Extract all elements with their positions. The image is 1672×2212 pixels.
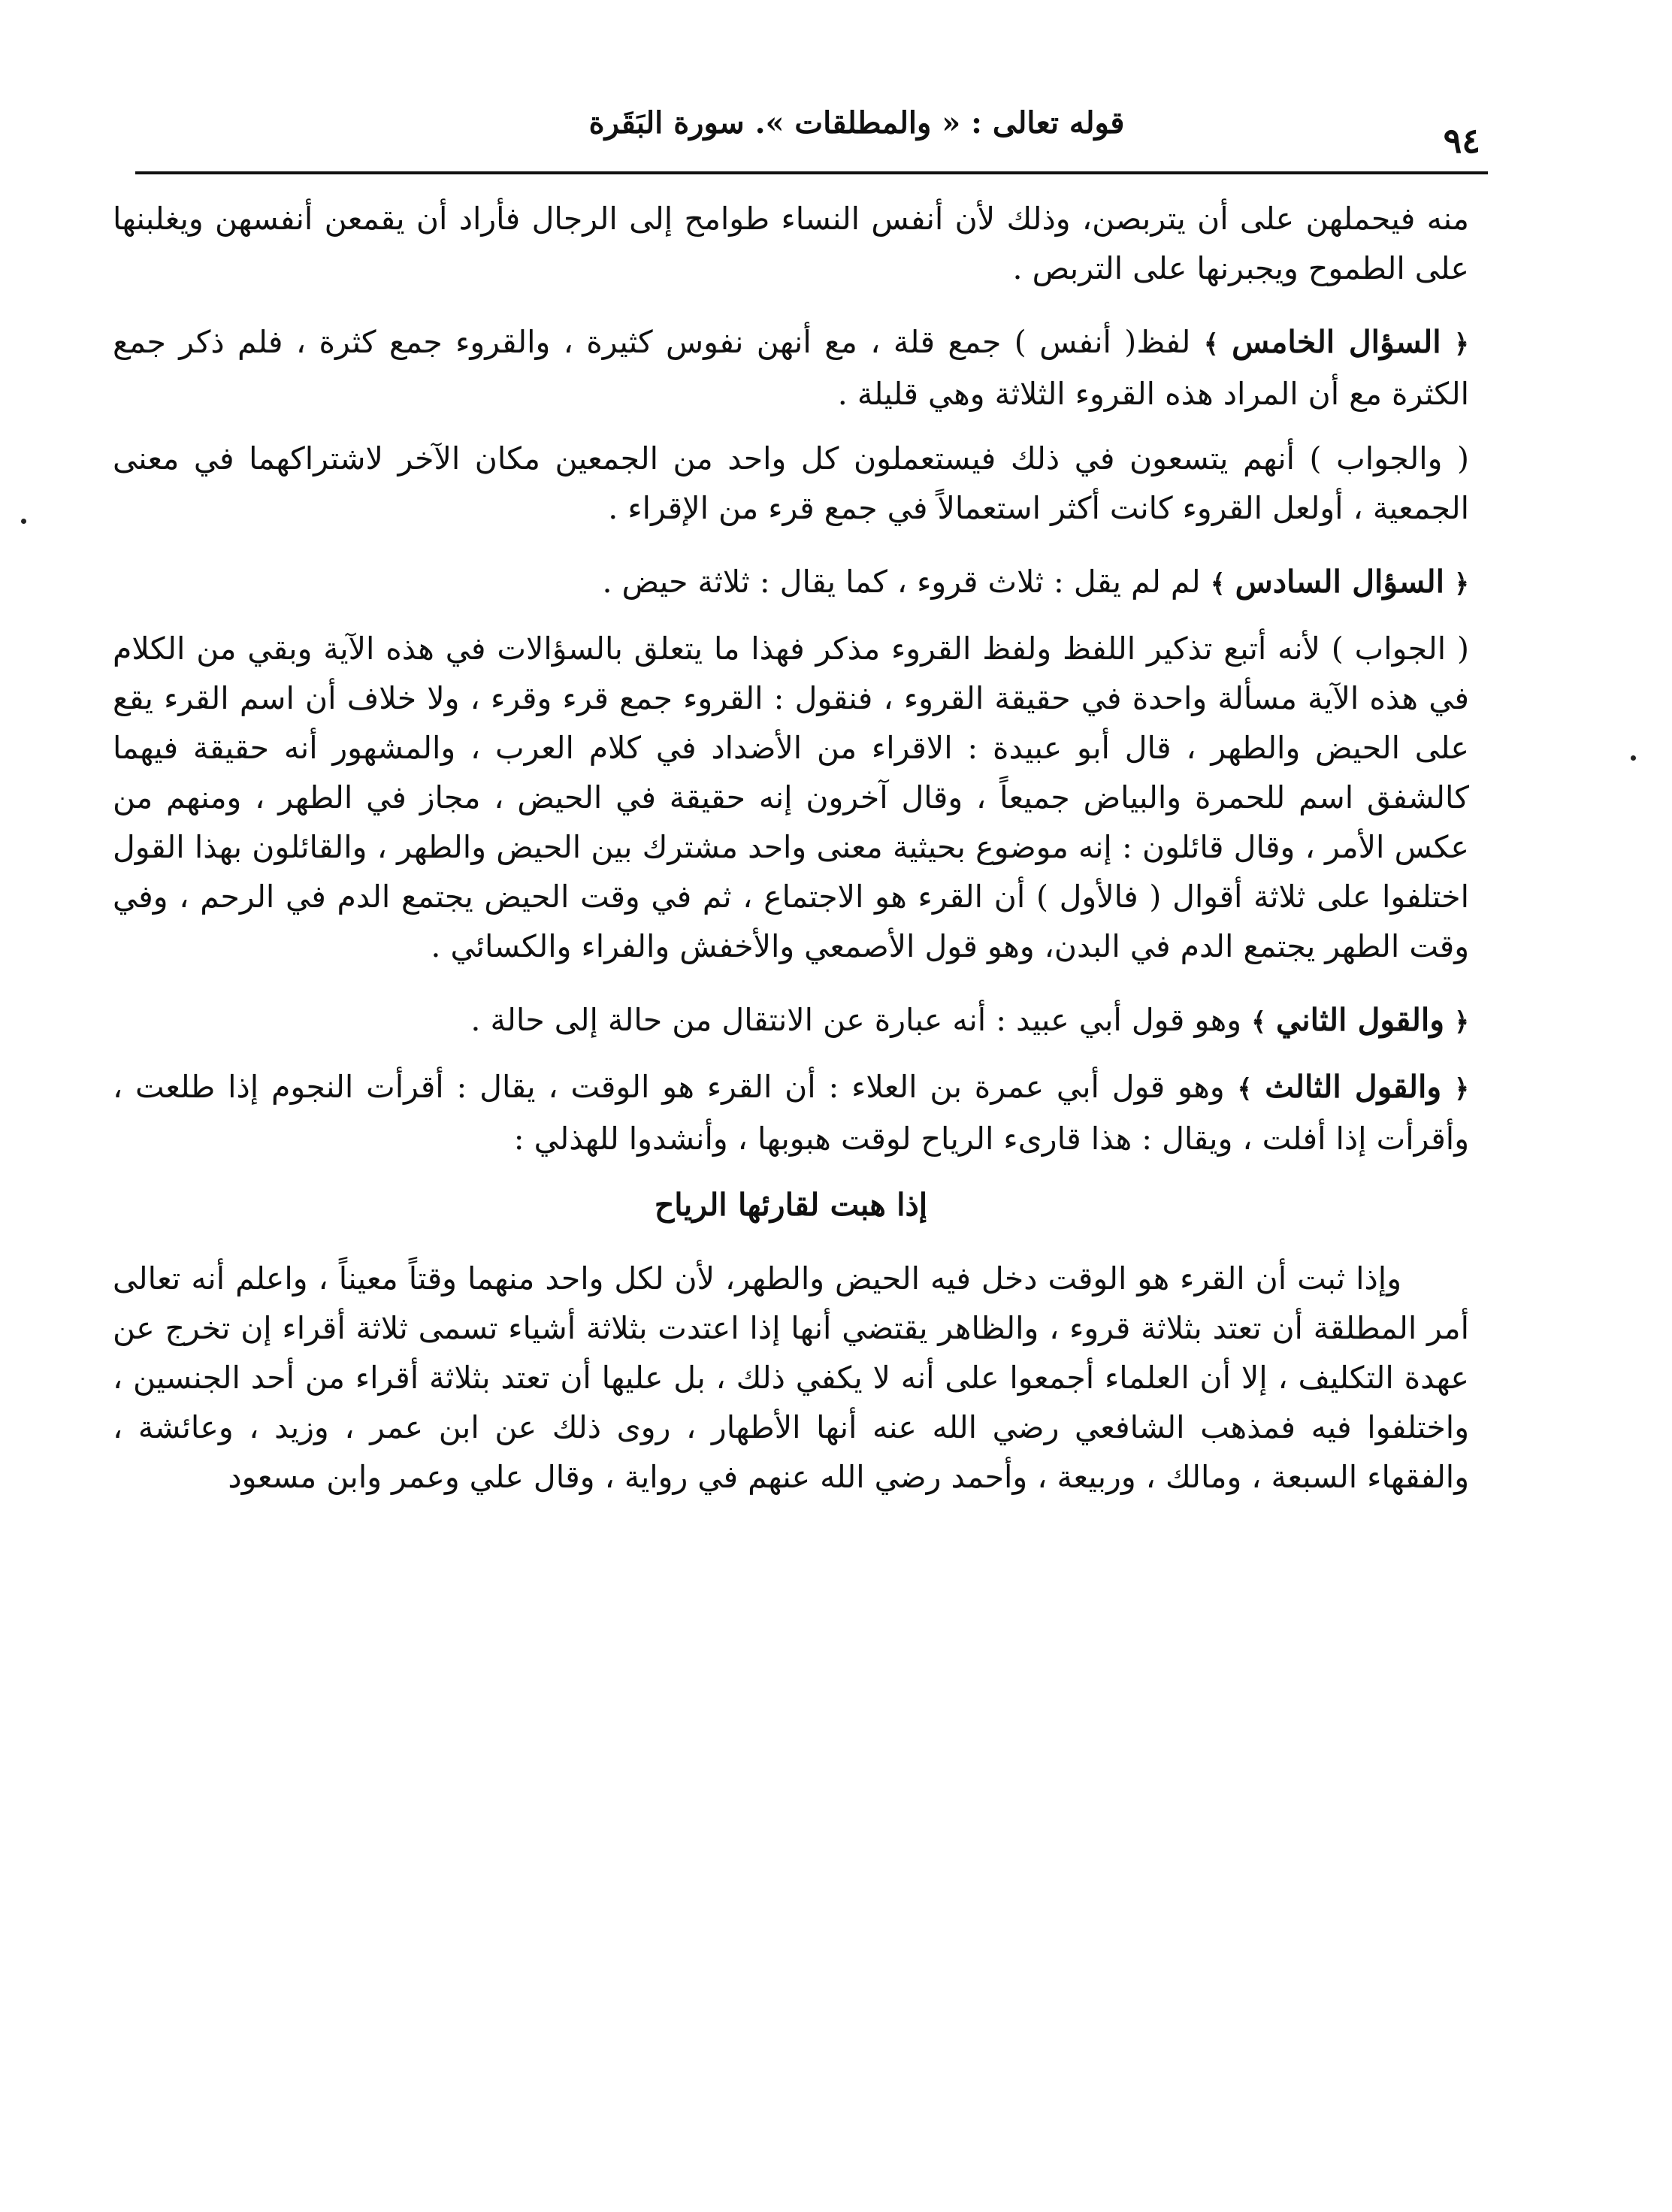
question-six (113, 557, 1469, 609)
question-six-text: لم لم يقل : ثلاث قروء ، كما يقال : ثلاثة حيض . (602, 564, 1201, 600)
page-number: ٩٤ (1443, 120, 1480, 161)
ornament-close: ﴾ (1210, 569, 1226, 599)
page-header (135, 98, 1488, 173)
third-opinion-text: وهو قول أبي عمرة بن العلاء : أن القرء هو الوقت ، يقال : أقرأت النجوم إذا طلعت ، وأقرأت إذا أفلت ، ويقال : هذا قارىء الرياح لوقت هبوبها ، وأنشدوا للهذلي : (113, 1069, 1469, 1157)
ornament-close: ﴾ (1237, 1074, 1253, 1104)
paragraph-1: منه فيحملهن على أن يتربصن، وذلك لأن أنفس النساء طوامح إلى الرجال فأراد أن يقمعن أنفسهن ويغلبنها على الطموح ويجبرنها على التربص . (113, 201, 1469, 286)
second-opinion-label: والقول الثاني (1276, 1002, 1445, 1038)
ornament-close: ﴾ (1203, 329, 1219, 359)
question-five (113, 317, 1469, 419)
question-five-label: السؤال الخامس (1232, 324, 1441, 360)
poetry-verse: إذا هبت لقارئها الرياح (654, 1187, 928, 1223)
ornament-close: ﴾ (1251, 1007, 1266, 1037)
answer-five: ( والجواب ) أنهم يتسعون في ذلك فيستعملون كل واحد من الجمعين مكان الآخر لاشتراكهما في معنى الجمعية ، أولعل القروء كانت أكثر استعمالاً في جمع قرء من الإقراء . (113, 440, 1469, 526)
ornament-open: ﴿ (1454, 569, 1469, 599)
running-head-title: قوله تعالى : « والمطلقات ». سورة البَقَرة (588, 105, 1125, 141)
third-opinion-label: والقول الثالث (1265, 1069, 1442, 1105)
margin-dot (21, 519, 26, 524)
ornament-open: ﴿ (1454, 1074, 1469, 1104)
ornament-open: ﴿ (1454, 1007, 1469, 1037)
question-five-text: لفظ( أنفس ) جمع قلة ، مع أنهن نفوس كثيرة ، والقروء جمع كثرة ، فلم ذكر جمع الكثرة مع أن المراد هذه القروء الثلاثة وهي قليلة . (113, 324, 1469, 412)
body-text (113, 194, 1469, 1526)
ornament-open: ﴿ (1454, 329, 1469, 359)
paragraph-final: وإذا ثبت أن القرء هو الوقت دخل فيه الحيض والطهر، لأن لكل واحد منهما وقتاً معيناً ، واعلم أنه تعالى أمر المطلقة أن تعتد بثلاثة قروء ، والظاهر يقتضي أنها إذا اعتدت بثلاثة أشياء تسمى ثلاثة أقراء إن تخرج عن عهدة التكليف ، إلا أن العلماء أجمعوا على أنه لا يكفي ذلك ، بل عليها أن تعتد بثلاثة أقراء من أحد الجنسين ، واختلفوا فيه فمذهب الشافعي رضي الله عنه أنها الأطهار ، روى ذلك عن ابن عمر ، وزيد ، وعائشة ، والفقهاء السبعة ، ومالك ، وربيعة ، وأحمد رضي الله عنهم في رواية ، وقال علي وعمر وابن مسعود (113, 1260, 1469, 1495)
second-opinion (113, 995, 1469, 1047)
answer-six: ( الجواب ) لأنه أتبع تذكير اللفظ ولفظ القروء مذكر فهذا ما يتعلق بالسؤالات في هذه الآية وبقي من الكلام في هذه الآية مسألة واحدة في حقيقة القروء ، فنقول : القروء جمع قرء وقرء ، ولا خلاف أن اسم القرء يقع على الحيض والطهر ، قال أبو عبيدة : الاقراء من الأضداد في كلام العرب ، والمشهور أنه حقيقة فيهما كالشفق اسم للحمرة والبياض جميعاً ، وقال آخرون إنه حقيقة في الحيض ، مجاز في الطهر ، ومنهم من عكس الأمر ، وقال قائلون : إنه موضوع بحيثية معنى واحد مشترك بين الحيض والطهر ، والقائلون بهذا القول اختلفوا على ثلاثة أقوال ( فالأول ) أن القرء هو الاجتماع ، ثم في وقت الحيض يجتمع الدم في الرحم ، وفي وقت الطهر يجتمع الدم في البدن، وهو قول الأصمعي والأخفش والفراء والكسائي . (113, 631, 1469, 964)
question-six-label: السؤال السادس (1235, 564, 1445, 600)
third-opinion (113, 1062, 1469, 1163)
margin-dot (1631, 755, 1636, 761)
second-opinion-text: وهو قول أبي عبيد : أنه عبارة عن الانتقال من حالة إلى حالة . (470, 1002, 1242, 1038)
header-rule (135, 171, 1488, 174)
